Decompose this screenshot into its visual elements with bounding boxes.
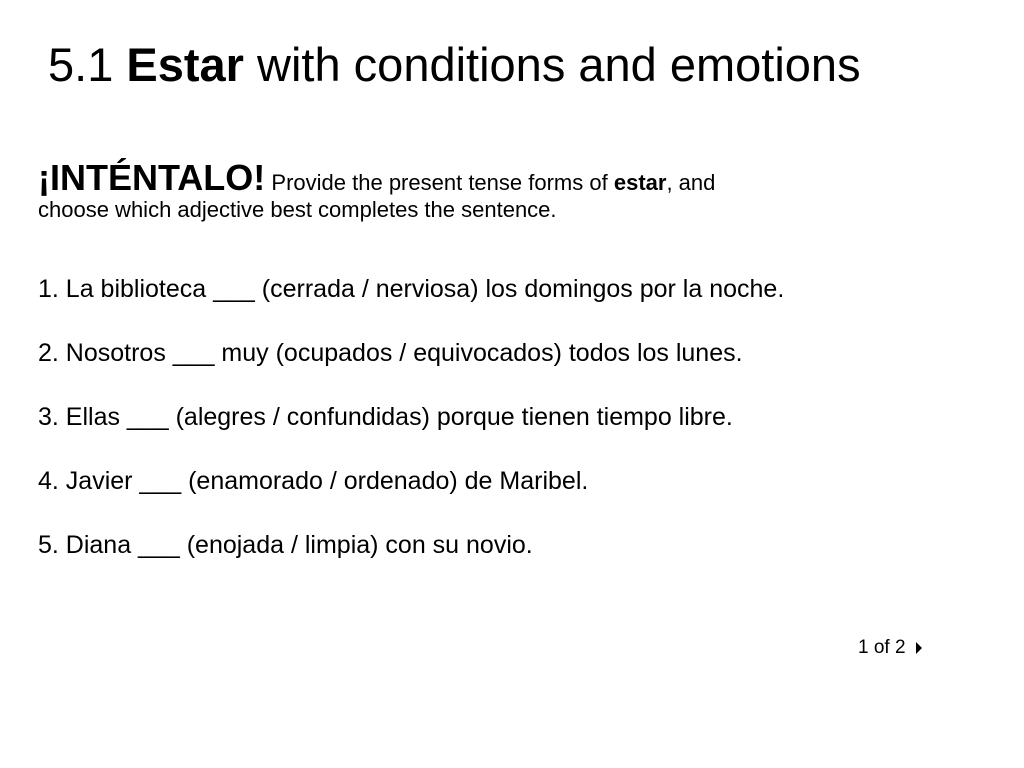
pager-label: 1 of 2 — [858, 637, 906, 658]
title-bold-word: Estar — [126, 38, 244, 91]
pager — [858, 636, 922, 660]
exercise-item-5: 5. Diana ___ (enojada / limpia) con su novio. — [38, 531, 533, 559]
instructions-text: Provide the present tense forms of — [271, 170, 608, 195]
triangle-right-icon[interactable] — [916, 642, 922, 654]
exercise-list — [38, 274, 784, 594]
intentalo-heading: ¡INTÉNTALO! — [38, 157, 266, 198]
title-rest: with conditions and emotions — [257, 38, 861, 91]
exercise-item-3: 3. Ellas ___ (alegres / confundidas) porque tienen tiempo libre. — [38, 403, 733, 431]
exercise-item-4: 4. Javier ___ (enamorado / ordenado) de Maribel. — [38, 467, 589, 495]
exercise-item-1: 1. La biblioteca ___ (cerrada / nerviosa) los domingos por la noche. — [38, 275, 785, 303]
instructions-text-after: , and — [666, 170, 716, 195]
instructions-bold-word: estar — [613, 170, 667, 195]
exercise-item-2: 2. Nosotros ___ muy (ocupados / equivocados) todos los lunes. — [38, 339, 743, 367]
slide-title — [48, 38, 861, 92]
title-number: 5.1 — [48, 38, 114, 91]
instructions-line-2: choose which adjective best completes the sentence. — [38, 197, 557, 222]
instructions — [38, 158, 978, 223]
